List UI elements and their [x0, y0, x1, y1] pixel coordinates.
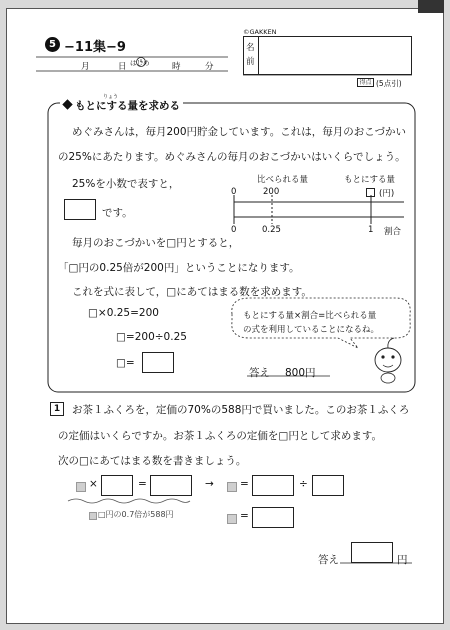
name-field[interactable] [243, 36, 412, 75]
unknown-square-1 [76, 482, 86, 492]
bottom-one-label: 1 [368, 225, 374, 235]
month-label: 月 [81, 62, 90, 72]
desu-text: です。 [102, 207, 133, 219]
top-zero-label: 0 [231, 187, 237, 197]
problem-line-2: の定価はいくらですか。お茶１ふくろの定価を□円として求めます。 [58, 430, 382, 442]
bottom-zero-label: 0 [231, 225, 237, 235]
decimal-answer-box[interactable] [64, 199, 96, 220]
equation-answer-box[interactable] [142, 352, 174, 373]
answer-label: 答え [249, 367, 270, 379]
diamond-icon [62, 99, 72, 109]
section-title [60, 98, 183, 113]
day-label: 日 [118, 62, 127, 72]
input-box-divisor[interactable] [312, 475, 344, 496]
unknown-base-square [366, 188, 375, 197]
problem-line-3: 次の□にあてはまる数を書きましょう。 [58, 455, 247, 467]
restatement-text: 「□円の0.25倍が200円」ということになります。 [58, 262, 300, 274]
unknown-square-3 [227, 514, 237, 524]
name-label: 名前 [246, 43, 255, 67]
equation-2: □=200÷0.25 [116, 331, 187, 343]
minute-label: 分 [205, 62, 214, 72]
problem-line-1: お茶１ふくろを，定価の70%の588円で買いました。このお茶１ふくろ [72, 404, 410, 416]
unknown-square-2 [227, 482, 237, 492]
note-text: □円の0.7倍が588円 [98, 510, 174, 519]
base-amount-label: もとにする量 [344, 175, 396, 185]
section-title-text: もとにする量を求める [75, 100, 180, 112]
problem-answer-unit: 円 [397, 554, 408, 566]
equals-sign-2: = [240, 478, 249, 490]
hour-label: 時 [172, 62, 181, 72]
yen-unit-label: (円) [379, 189, 395, 199]
equation-1: □×0.25=200 [88, 307, 159, 319]
divide-sign: ÷ [299, 478, 308, 490]
problem-number: 1 [50, 402, 64, 416]
unit-title: −11集−9 [64, 40, 126, 55]
equals-sign-1: = [138, 478, 147, 490]
input-box-result[interactable] [252, 507, 294, 528]
paragraph-line-1: めぐみさんは，毎月200円貯金しています。これは，毎月のおこづかい [72, 126, 406, 138]
copyright-text: ©GAKKEN [243, 28, 277, 36]
day-small-label: はじめ [130, 59, 150, 67]
top-200-label: 200 [263, 187, 280, 197]
times-sign: × [89, 478, 98, 490]
arrow-icon: → [205, 478, 214, 490]
input-box-dividend[interactable] [252, 475, 294, 496]
paragraph-line-2: の25%にあたります。めぐみさんの毎月のおこづかいはいくらでしょう。 [58, 151, 406, 163]
section-title-ruby: りょう [103, 94, 119, 100]
name-divider [258, 36, 259, 75]
input-box-rate[interactable] [101, 475, 133, 496]
problem-answer-label: 答え [318, 554, 339, 566]
answer-value: 800円 [285, 367, 316, 379]
hint-bubble-line-1: もとにする量×割合=比べられる量 [243, 311, 377, 321]
score-label: 得点 [357, 78, 374, 87]
equals-sign-3: = [240, 510, 249, 522]
input-box-amount[interactable] [150, 475, 192, 496]
assumption-text: 毎月のおこづかいを□円とすると， [72, 237, 240, 249]
score-points: (5点引) [376, 79, 402, 88]
hint-bubble-line-2: の式を利用していることになるね。 [243, 325, 380, 335]
problem-answer-box[interactable] [351, 542, 393, 563]
unit-number-badge: 5 [45, 37, 60, 52]
bottom-025-label: 0.25 [262, 225, 281, 235]
equation-3: □= [116, 357, 135, 369]
ratio-label: 割合 [384, 227, 402, 237]
compared-amount-label: 比べられる量 [257, 175, 309, 185]
equation-instruction: これを式に表して，□にあてはまる数を求めます。 [72, 286, 312, 298]
decimal-prompt: 25%を小数で表すと， [72, 178, 180, 190]
